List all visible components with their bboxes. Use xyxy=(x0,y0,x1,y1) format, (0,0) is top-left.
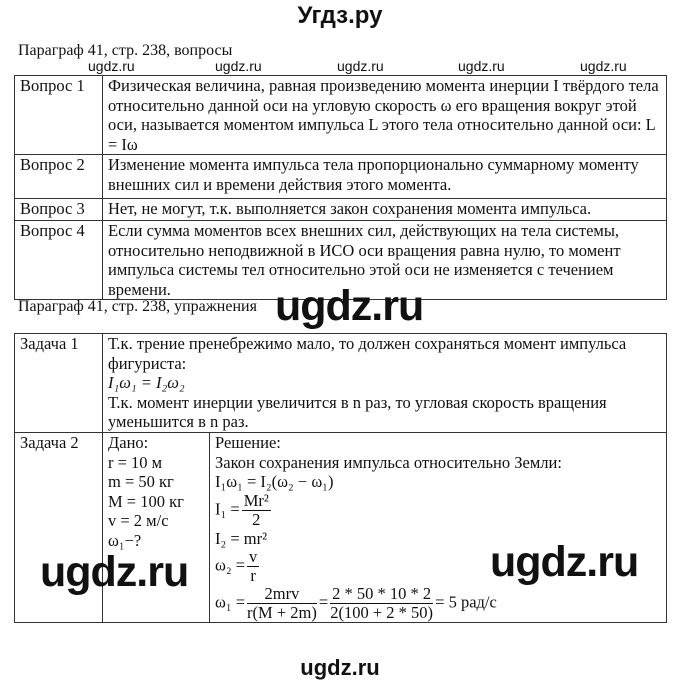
task1-formula: I₁ω₁ = I₂ω₂ xyxy=(108,373,185,392)
watermark-large: ugdz.ru xyxy=(40,548,189,596)
task1-text: Т.к. трение пренебрежимо мало, то должен сохраняться момент импульса фигуриста: xyxy=(108,334,627,373)
watermark-large: ugdz.ru xyxy=(275,282,424,330)
caption-exercises: Параграф 41, стр. 238, упражнения xyxy=(18,298,257,315)
given-item: ω₁−? xyxy=(108,530,142,550)
given-item: r = 10 м xyxy=(108,452,163,472)
denominator: 2 xyxy=(252,509,261,529)
solution-text: Закон сохранения импульса относительно Земли: xyxy=(215,452,562,472)
task1-text: Т.к. момент инерции увеличится в n раз, то угловая скорость вращения уменьшится в n раз. xyxy=(108,392,607,431)
formula: I₁ω₁ = I₂(ω₂ − ω₁) xyxy=(215,472,334,491)
watermark: ugdz.ru xyxy=(580,58,627,74)
task2-solution xyxy=(210,433,667,623)
denominator: r(M + 2m) xyxy=(247,603,317,622)
formula-part: ω₁ = xyxy=(215,592,246,612)
question-label: Вопрос 4 xyxy=(15,221,103,300)
formula-part: I₁ = xyxy=(215,498,240,518)
denominator: 2(100 + 2 * 50) xyxy=(330,603,434,622)
formula-part: = xyxy=(318,592,329,612)
question-answer: Если сумма моментов всех внешних сил, действующих на тела системы, относительно неподвижной в ИСО оси вращения равна нулю, то момент импульса системы тел относительно этой оси не изменяется с течением времени. xyxy=(103,221,667,300)
numerator: v xyxy=(249,547,258,566)
numerator: 2mrv xyxy=(247,585,317,604)
site-title: Угдз.ру xyxy=(297,2,383,29)
result: = 5 рад/с xyxy=(435,592,497,612)
formula-i2: I₂ = mr² xyxy=(215,528,268,548)
given-item: m = 50 кг xyxy=(108,472,174,491)
task-label: Задача 1 xyxy=(15,334,103,433)
watermark: ugdz.ru xyxy=(337,58,384,74)
solution-title: Решение: xyxy=(215,433,281,452)
denominator: r xyxy=(250,566,256,585)
numerator: Mr² xyxy=(243,490,269,510)
question-answer: Физическая величина, равная произведению момента инерции I твёрдого тела относительно данной оси на угловую скорость ω его вращения вокруг этой оси, называется моментом импульса L этого тела относительно данной оси: L = Iω xyxy=(103,76,667,155)
question-label: Вопрос 2 xyxy=(15,155,103,199)
task1-solution xyxy=(103,334,667,433)
task-label: Задача 2 xyxy=(15,433,103,623)
given-title: Дано: xyxy=(108,433,149,452)
question-label: Вопрос 1 xyxy=(15,76,103,155)
formula-i1 xyxy=(215,492,661,529)
questions-table xyxy=(14,75,667,300)
numerator: 2 * 50 * 10 * 2 xyxy=(332,584,432,603)
caption-questions: Параграф 41, стр. 238, вопросы xyxy=(18,42,233,59)
given-item: v = 2 м/с xyxy=(108,511,169,530)
formula-part: ω₂ = xyxy=(215,555,246,575)
watermark: ugdz.ru xyxy=(215,58,262,74)
footer-watermark: ugdz.ru xyxy=(300,655,380,680)
question-label: Вопрос 3 xyxy=(15,199,103,221)
watermark-large: ugdz.ru xyxy=(490,538,639,586)
given-item: M = 100 кг xyxy=(108,491,184,511)
formula-w1 xyxy=(215,585,661,622)
watermark: ugdz.ru xyxy=(458,58,505,74)
question-answer: Нет, не могут, т.к. выполняется закон сохранения момента импульса. xyxy=(103,199,667,221)
question-answer: Изменение момента импульса тела пропорционально суммарному моменту внешних сил и времени действия этого момента. xyxy=(103,155,667,199)
watermark: ugdz.ru xyxy=(88,58,135,74)
